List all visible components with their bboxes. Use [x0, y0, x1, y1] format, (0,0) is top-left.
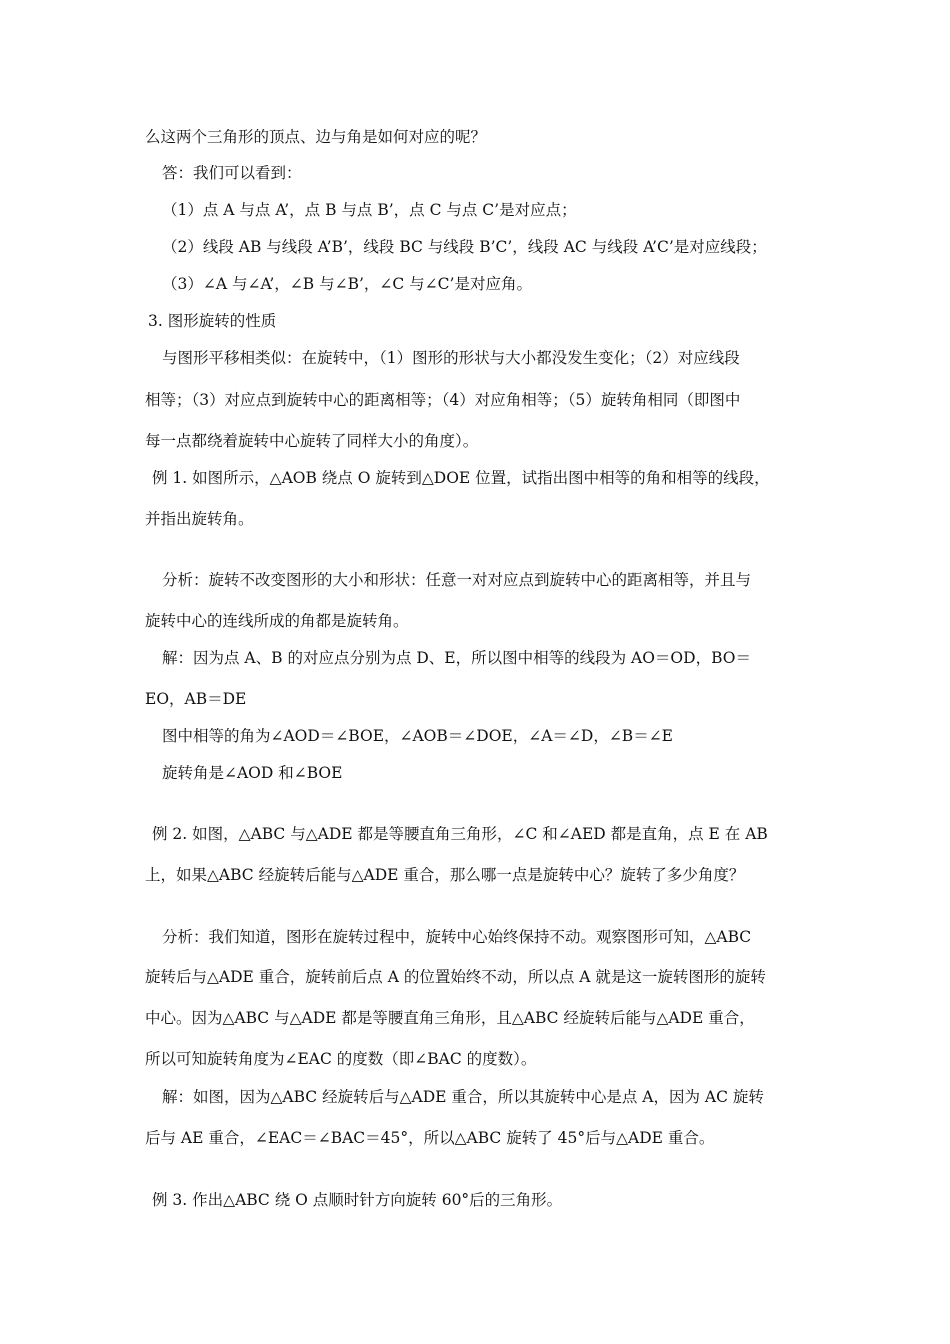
- example-2-line-1: 例 2. 如图，△ABC 与△ADE 都是等腰直角三角形，∠C 和∠AED 都是直角，点 E 在 AB: [152, 825, 768, 843]
- example-3-line-1: 例 3. 作出△ABC 绕 O 点顺时针方向旋转 60°后的三角形。: [152, 1191, 563, 1209]
- properties-line-2: 相等；（3）对应点到旋转中心的距离相等；（4）对应角相等；（5）旋转角相同（即图中: [145, 391, 741, 409]
- solution-2-line-2: 后与 AE 重合，∠EAC＝∠BAC＝45°，所以△ABC 旋转了 45°后与△ADE 重合。: [145, 1129, 715, 1147]
- analysis-2-line-1: 分析：我们知道，图形在旋转过程中，旋转中心始终保持不动。观察图形可知，△ABC: [162, 928, 752, 946]
- example-1-line-1: 例 1. 如图所示，△AOB 绕点 O 旋转到△DOE 位置，试指出图中相等的角和相等的线段，: [152, 469, 770, 487]
- properties-line-1: 与图形平移相类似：在旋转中，（1）图形的形状与大小都没发生变化；（2）对应线段: [162, 349, 740, 367]
- analysis-1-line-1: 分析：旋转不改变图形的大小和形状：任意一对对应点到旋转中心的距离相等，并且与: [162, 571, 752, 589]
- solution-2-line-1: 解：如图，因为△ABC 经旋转后与△ADE 重合，所以其旋转中心是点 A，因为 AC 旋转: [162, 1088, 764, 1106]
- analysis-2-line-3: 中心。因为△ABC 与△ADE 都是等腰直角三角形，且△ABC 经旋转后能与△ADE 重合，: [145, 1009, 755, 1027]
- analysis-1-line-2: 旋转中心的连线所成的角都是旋转角。: [145, 612, 409, 630]
- solution-1-line-3: 图中相等的角为∠AOD＝∠BOE，∠AOB＝∠DOE，∠A＝∠D，∠B＝∠E: [162, 727, 673, 745]
- example-1-line-2: 并指出旋转角。: [145, 510, 254, 528]
- text-line: 么这两个三角形的顶点、边与角是如何对应的呢？: [145, 128, 487, 146]
- answer-intro: 答：我们可以看到：: [162, 164, 302, 182]
- answer-item-3: （3）∠A 与∠A’，∠B 与∠B’，∠C 与∠C’是对应角。: [162, 275, 532, 293]
- solution-1-line-1: 解：因为点 A、B 的对应点分别为点 D、E，所以图中相等的线段为 AO＝OD，BO＝: [162, 649, 751, 667]
- section-heading: 3. 图形旋转的性质: [148, 312, 277, 330]
- analysis-2-line-4: 所以可知旋转角度为∠EAC 的度数（即∠BAC 的度数）。: [145, 1050, 537, 1068]
- example-2-line-2: 上，如果△ABC 经旋转后能与△ADE 重合，那么哪一点是旋转中心？旋转了多少角度？: [145, 866, 745, 884]
- answer-item-2: （2）线段 AB 与线段 A’B’，线段 BC 与线段 B’C’，线段 AC 与线段 A’C’是对应线段；: [162, 238, 767, 256]
- answer-item-1: （1）点 A 与点 A’，点 B 与点 B’，点 C 与点 C’是对应点；: [162, 201, 577, 219]
- analysis-2-line-2: 旋转后与△ADE 重合，旋转前后点 A 的位置始终不动，所以点 A 就是这一旋转图形的旋转: [145, 968, 766, 986]
- properties-line-3: 每一点都绕着旋转中心旋转了同样大小的角度）。: [145, 432, 479, 450]
- solution-1-line-2: EO，AB＝DE: [145, 690, 247, 708]
- solution-1-line-4: 旋转角是∠AOD 和∠BOE: [162, 764, 343, 782]
